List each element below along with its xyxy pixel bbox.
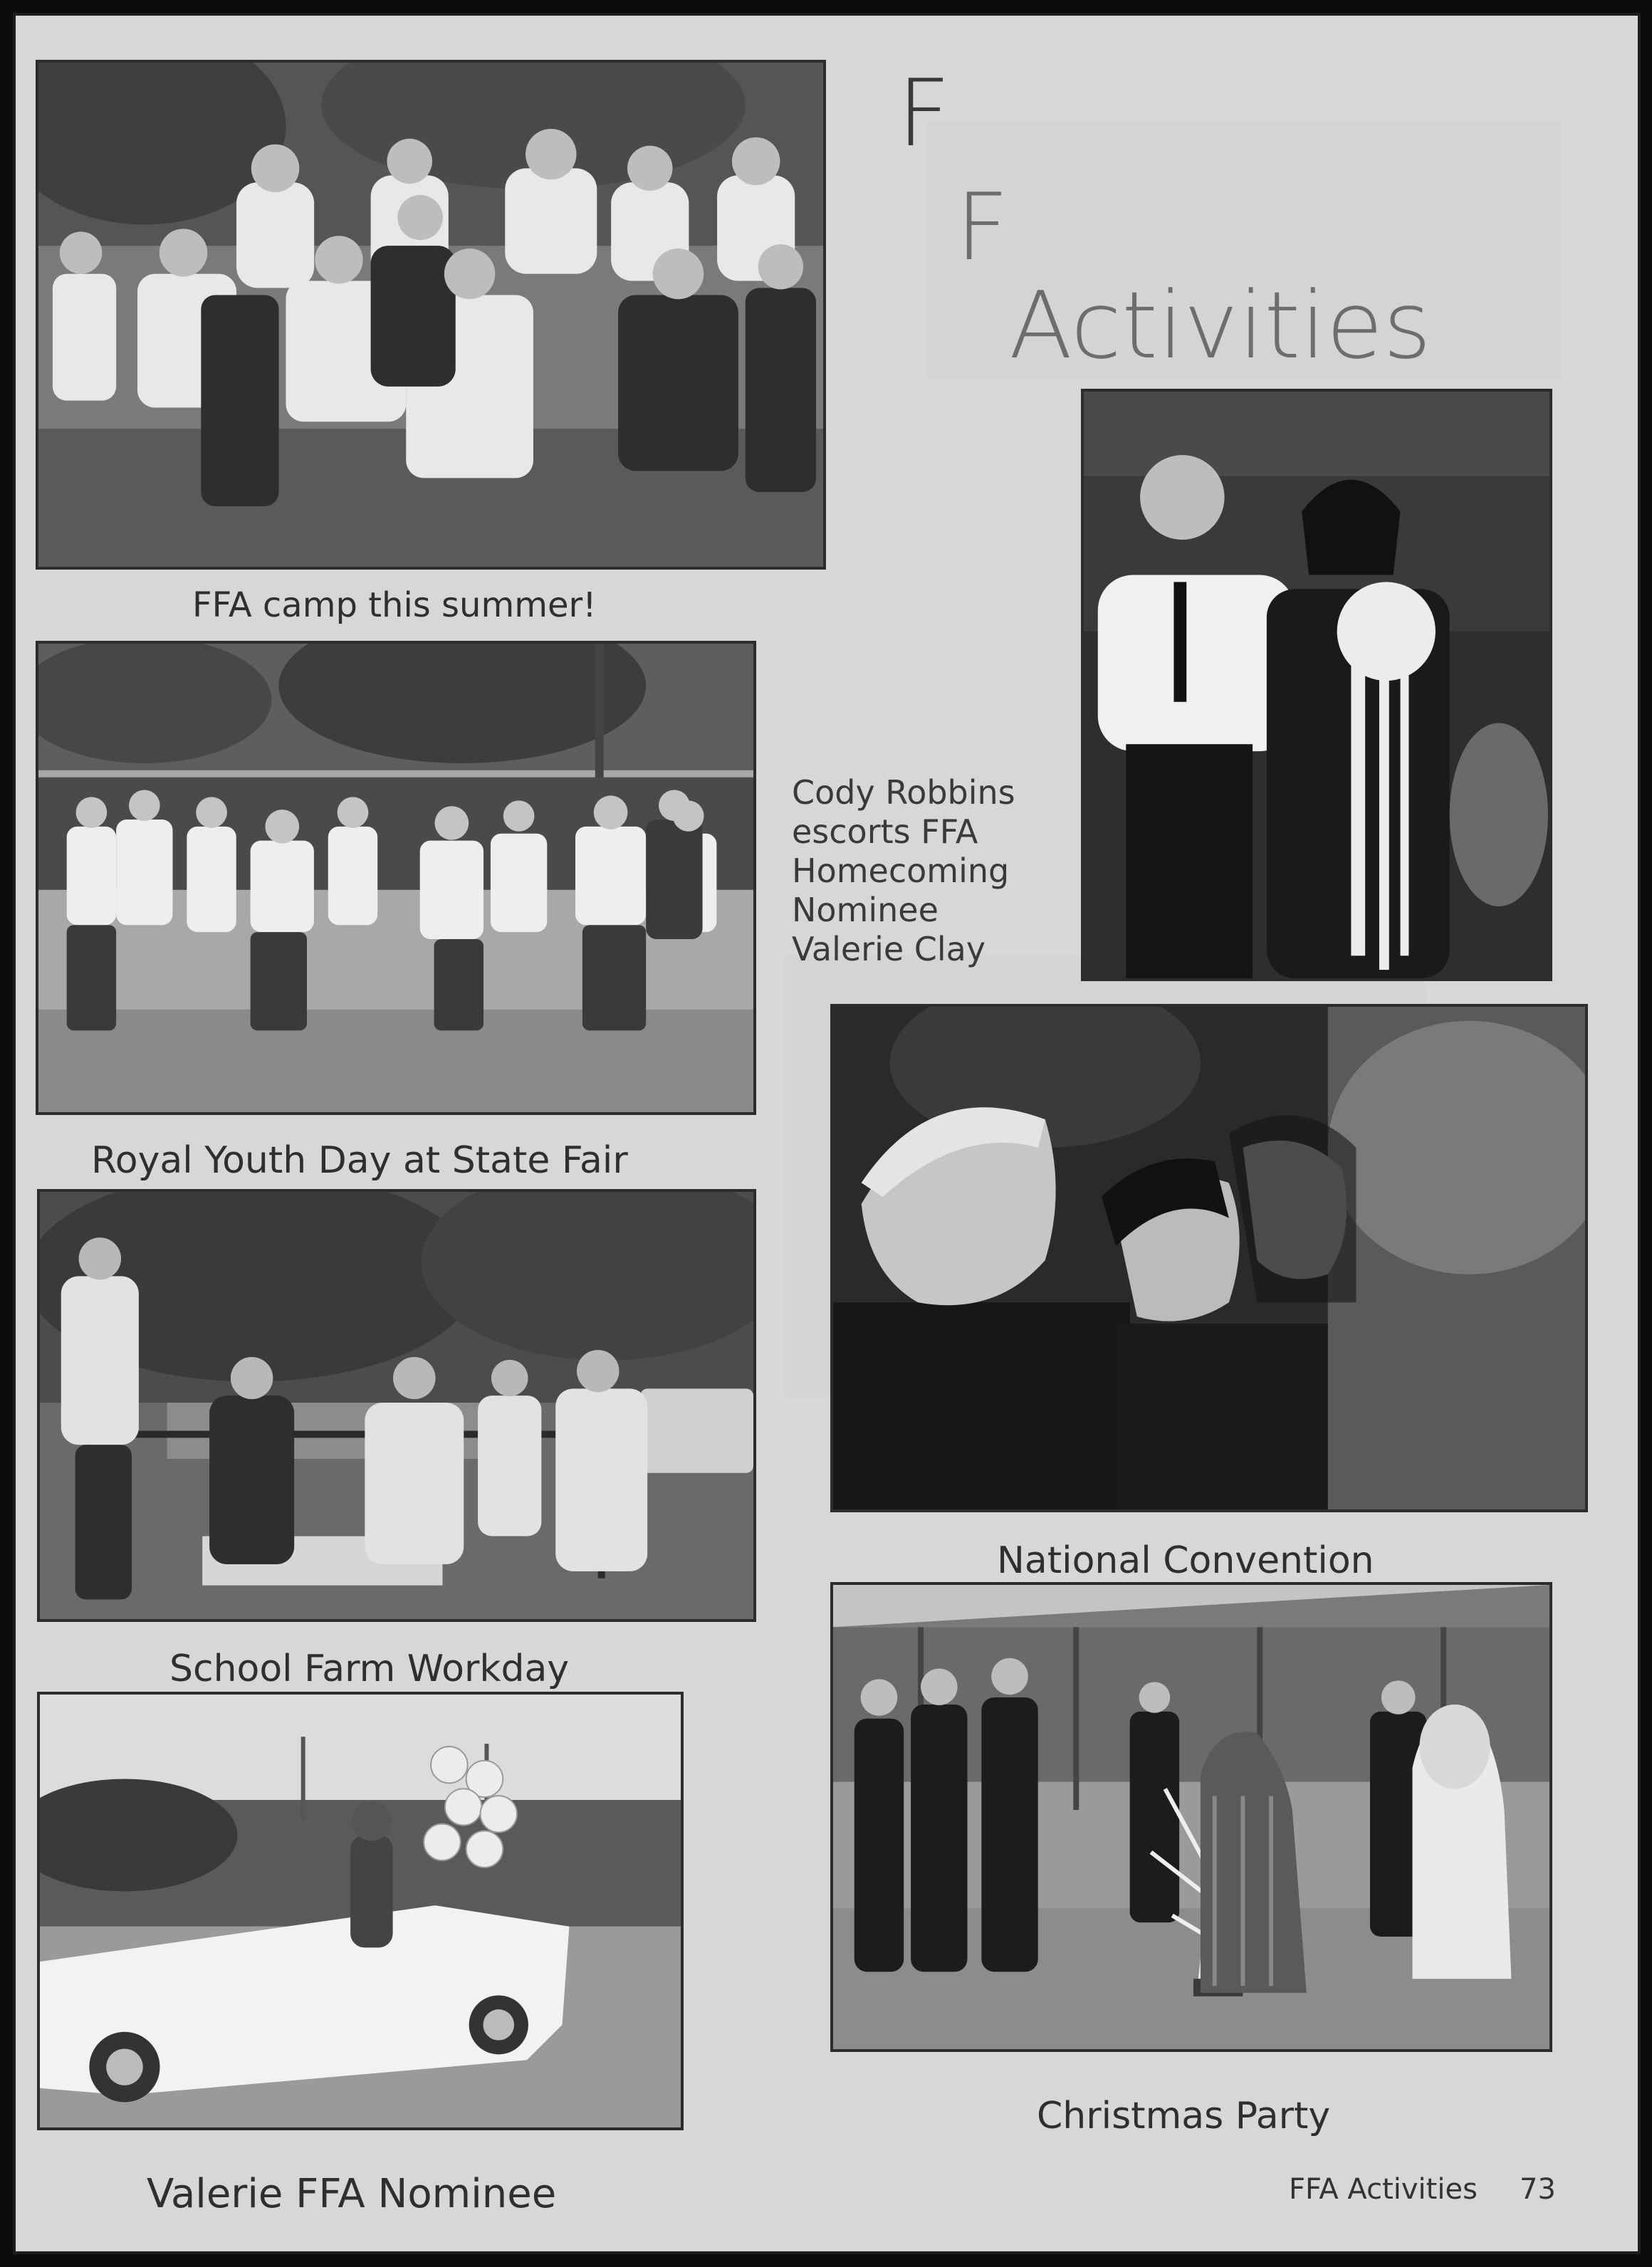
caption-valerie-nominee: Valerie FFA Nominee	[147, 2171, 557, 2217]
caption-christmas-party: Christmas Party	[1037, 2095, 1331, 2137]
title-letter-f2: F	[956, 173, 1009, 281]
bleed-through-block	[927, 122, 1561, 379]
photo-valerie-nominee	[37, 1692, 684, 2130]
title-word-activities: Activities	[1009, 271, 1432, 379]
caption-line: Cody Robbins	[792, 773, 1015, 812]
caption-line: Nominee	[792, 891, 939, 929]
footer-page-number: 73	[1520, 2173, 1556, 2206]
footer-section-label: FFA Activities	[1289, 2173, 1478, 2206]
caption-homecoming-escort	[792, 773, 1015, 969]
caption-national-convention: National Convention	[997, 1539, 1374, 1582]
caption-ffa-camp: FFA camp this summer!	[192, 585, 597, 625]
caption-royal-youth-day: Royal Youth Day at State Fair	[91, 1139, 628, 1182]
caption-line: escorts FFA	[792, 812, 978, 851]
photo-christmas-party	[830, 1582, 1552, 2052]
photo-homecoming-escort	[1081, 389, 1552, 981]
photo-royal-youth-day	[36, 641, 756, 1115]
caption-school-farm-workday: School Farm Workday	[169, 1648, 570, 1690]
photo-national-convention	[830, 1004, 1588, 1512]
photo-ffa-camp	[36, 60, 826, 570]
title-letter-f1: F	[897, 59, 951, 167]
caption-line: Valerie Clay	[792, 930, 986, 968]
caption-line: Homecoming	[792, 852, 1010, 890]
photo-school-farm-workday	[37, 1189, 756, 1622]
yearbook-page	[13, 13, 1641, 2254]
